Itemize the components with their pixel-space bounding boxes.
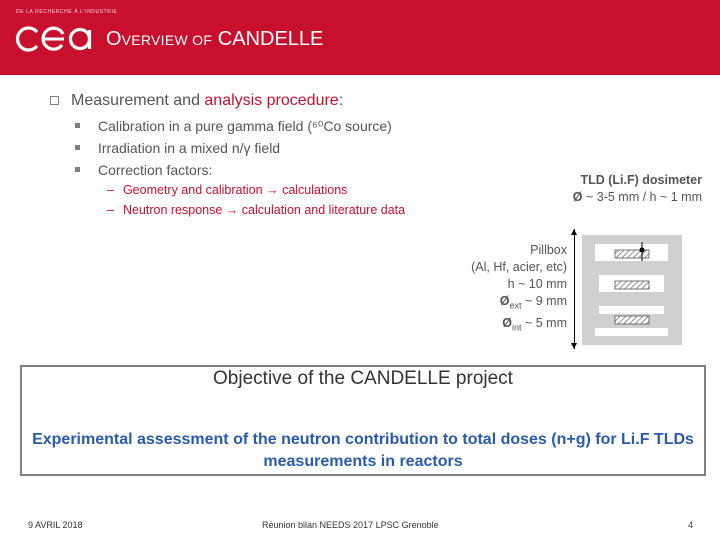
pillbox-height: h ~ 10 mm	[507, 277, 567, 291]
sub-sub-bullet-geometry: – Geometry and calibration → calculations	[107, 183, 348, 197]
tld-title: TLD (Li.F) dosimeter	[580, 173, 702, 187]
pillbox-title: Pillbox	[530, 243, 567, 257]
pillbox-diagram	[582, 235, 682, 345]
arrow-right-icon: →	[225, 203, 239, 217]
objective-text: Experimental assessment of the neutron contribution to total doses (n+g) for Li.F TLDs measurements in reactors	[32, 431, 694, 470]
header-banner	[0, 0, 720, 75]
slide-title: OVERVIEW OF CANDELLE	[106, 28, 324, 50]
square-bullet-icon	[75, 145, 80, 150]
tld-description	[573, 172, 702, 206]
tld-dims: Ø ~ 3-5 mm / h ~ 1 mm	[572, 190, 702, 204]
pillbox-ext-diameter: $Ø_{ext}$ ~ 9 mm	[499, 294, 567, 311]
page-number: 4	[688, 520, 694, 530]
checkbox-bullet-icon	[50, 96, 59, 105]
square-bullet-icon	[75, 123, 80, 128]
cea-logo	[15, 26, 93, 52]
objective-title: Objective of the CANDELLE project	[213, 368, 513, 389]
pillbox-int-diameter: $Ø_{int}$ ~ 5 mm	[502, 315, 567, 332]
square-bullet-icon	[75, 167, 80, 172]
header-tagline: DE LA RECHERCHE À L'INDUSTRIE	[16, 9, 118, 15]
footer-event: Réunion bilan NEEDS 2017 LPSC Grenoble	[262, 520, 439, 530]
height-dimension-arrow	[574, 229, 575, 349]
pillbox-materials: (Al, Hf, acier, etc)	[471, 260, 567, 274]
sub-sub-bullet-neutron: – Neutron response → calculation and literature data	[107, 203, 406, 217]
arrow-right-icon: →	[266, 183, 279, 197]
footer-date: 9 AVRIL 2018	[28, 520, 83, 530]
pillbox-description	[471, 242, 567, 336]
